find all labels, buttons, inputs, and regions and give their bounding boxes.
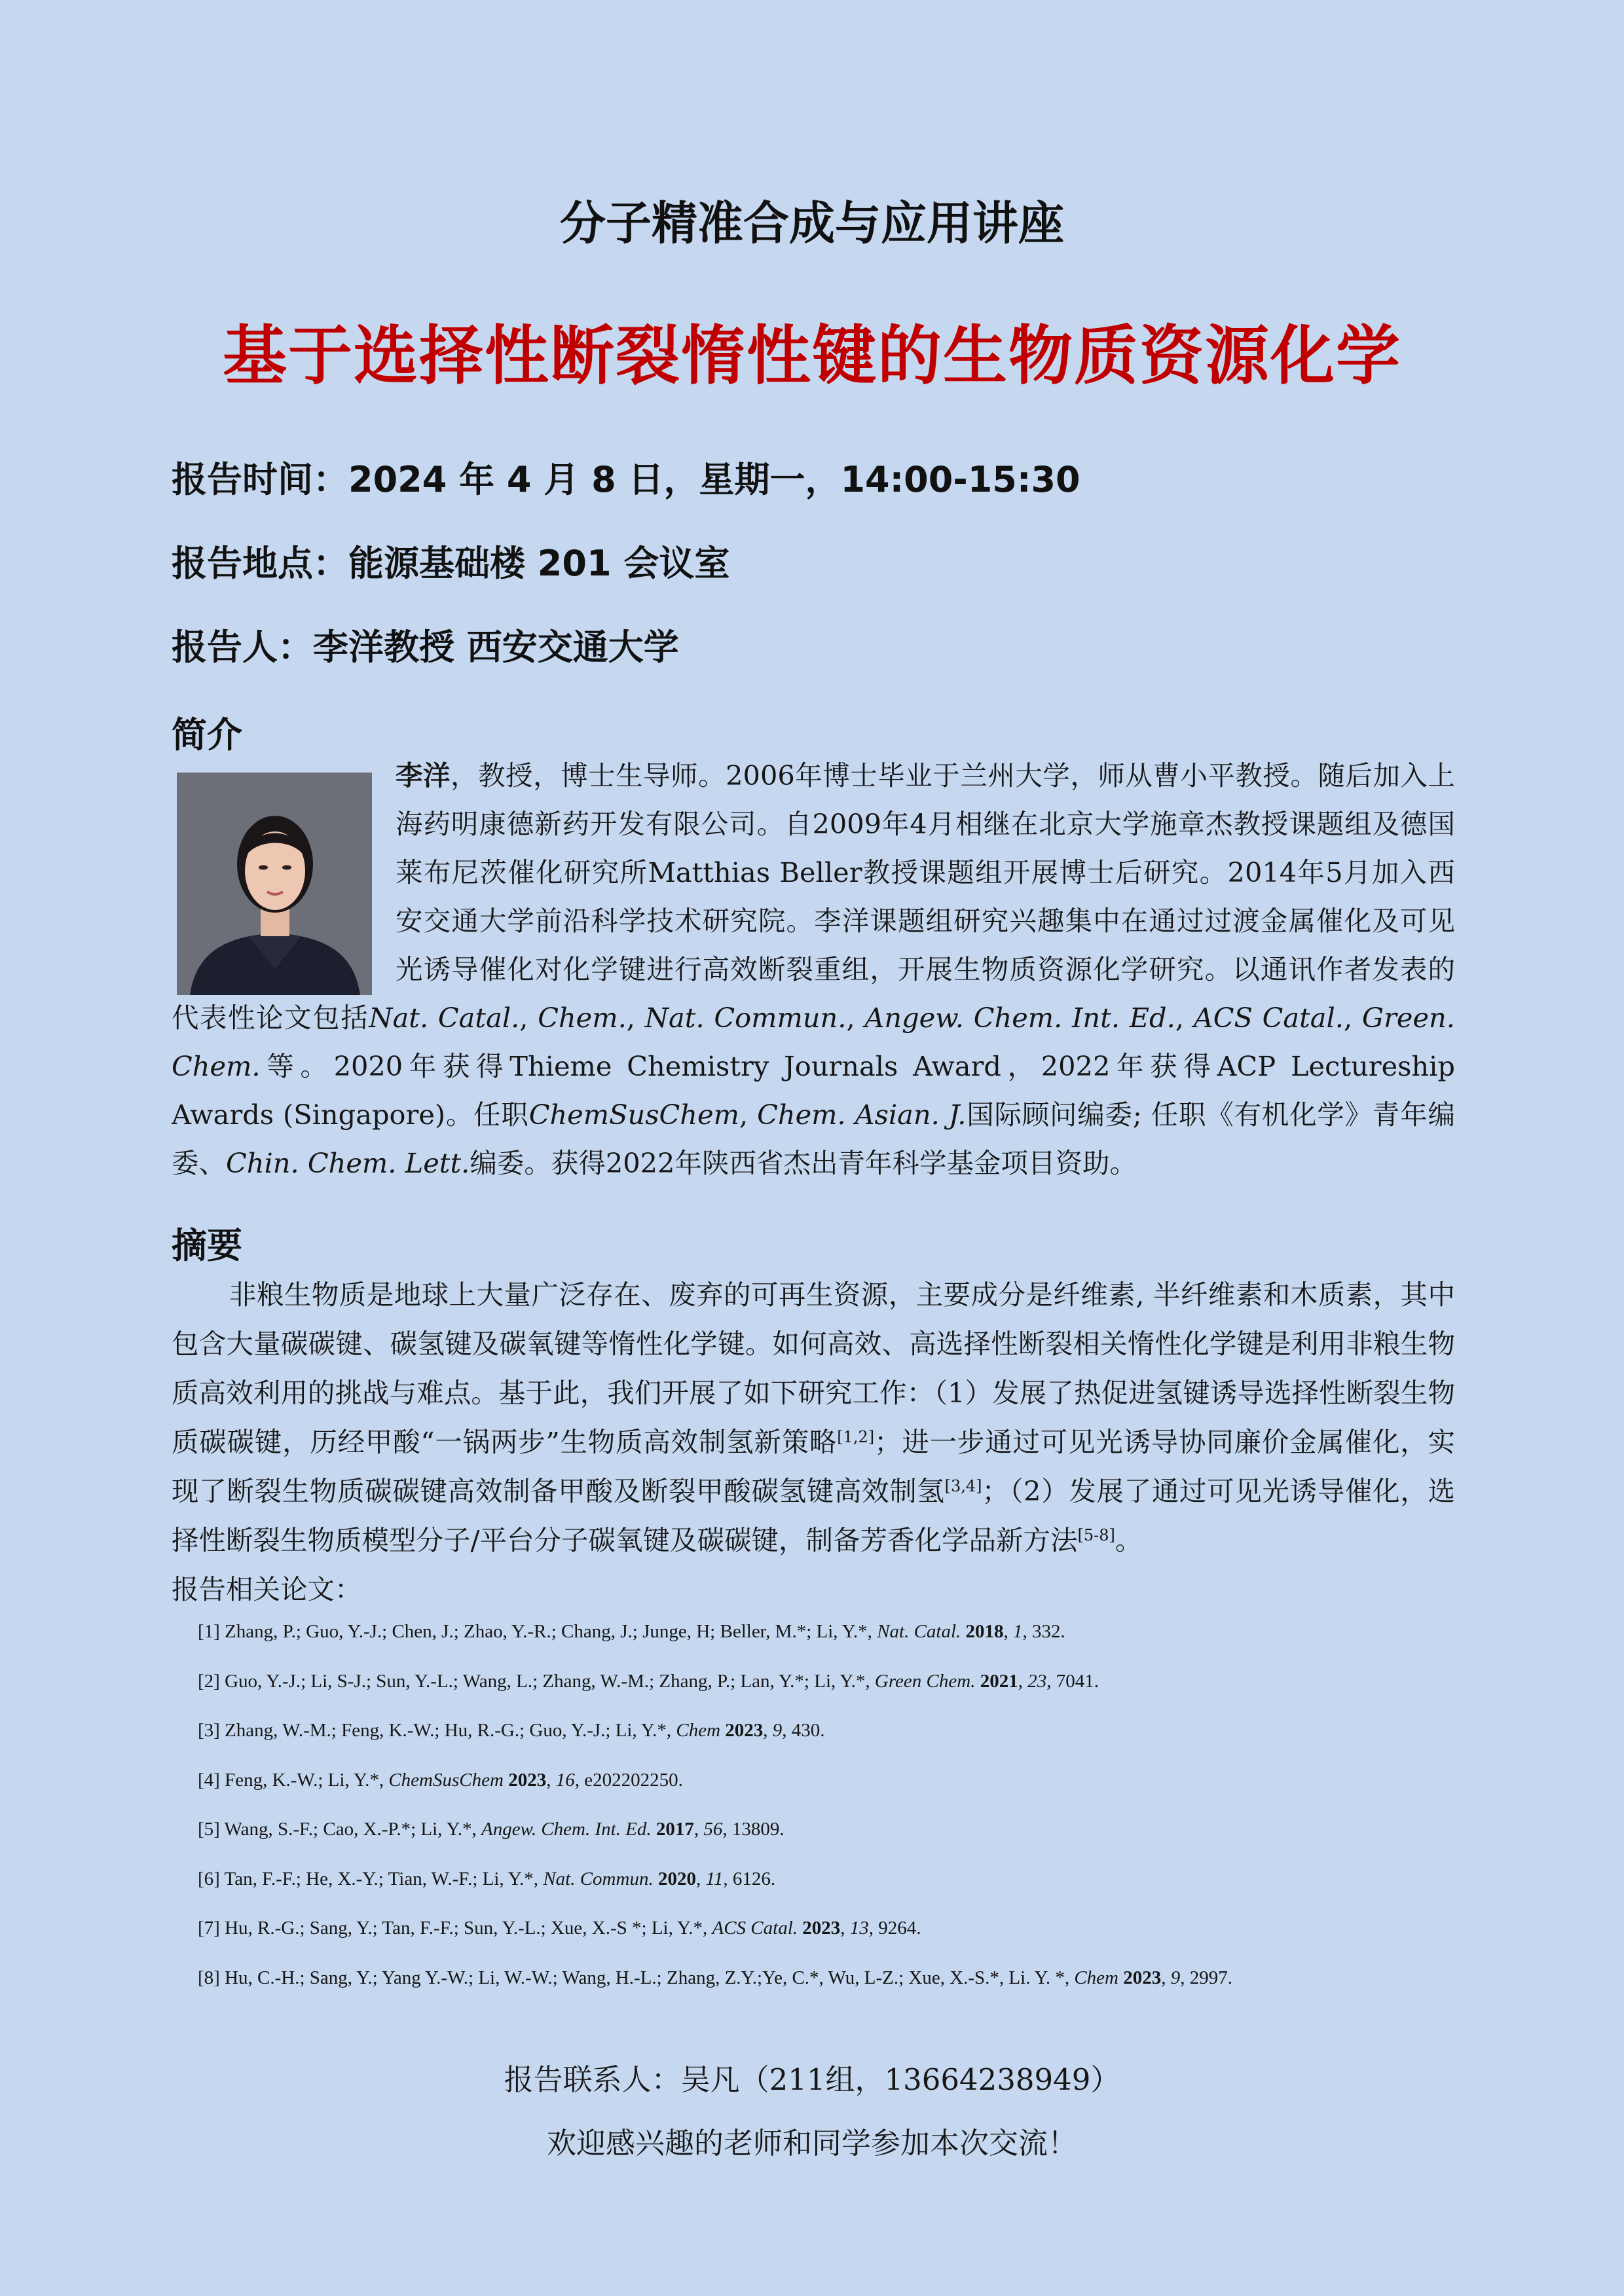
place-value: 能源基础楼 201 会议室: [348, 543, 730, 584]
bio-text-3: 国际顾问编委; 任职《有机化学》青年编委、: [172, 1099, 1455, 1179]
reference-item: [3] Zhang, W.-M.; Feng, K.-W.; Hu, R.-G.; Guo, Y.-J.; Li, Y.*, Chem 2023, 9, 430.: [198, 1720, 825, 1741]
abstract-text-3: ；（2）发展了通过可见光诱导催化，选择性断裂生物质模型分子/平台分子碳氧键及碳碳键，制备芳香化学品新方法: [172, 1475, 1455, 1556]
bio-text-4: 编委。获得2022年陕西省杰出青年科学基金项目资助。: [470, 1147, 1137, 1179]
bio-heading: 简介: [172, 714, 242, 756]
journal-chem-asian: Chem. Asian. J.: [757, 1099, 967, 1131]
journal-chin-chem-lett: Chin. Chem. Lett.: [226, 1147, 470, 1179]
abstract-text-1: 非粮生物质是地球上大量广泛存在、废弃的可再生资源，主要成分是纤维素, 半纤维素和木质素，其中包含大量碳碳键、碳氢键及碳氧键等惰性化学键。如何高效、高选择性断裂相关惰性化学键是利用非粮生物质高效利用的挑战与难点。基于此，我们开展了如下研究工作：（1）发展了热促进氢键诱导选择性断裂生物质碳碳键，历经甲酸“一锅两步”生物质高效制氢新策略: [172, 1279, 1455, 1458]
refs-label: 报告相关论文：: [172, 1573, 362, 1605]
citation-2: [3,4]: [944, 1477, 982, 1495]
welcome-line: 欢迎感兴趣的老师和同学参加本次交流！: [546, 2126, 1077, 2160]
journal-green-chem: Green. Chem.: [172, 1002, 1455, 1082]
time-row: [172, 452, 1080, 502]
journal-chemsuschem: ChemSusChem: [528, 1099, 739, 1131]
reference-item: [8] Hu, C.-H.; Sang, Y.; Yang Y.-W.; Li, W.-W.; Wang, H.-L.; Zhang, Z.Y.;Ye, C.*, Wu, L-Z.; Xue, X.-S.*, Li. Y. *, Chem 2023, 9, 2997.: [198, 1967, 1232, 1988]
reference-item: [7] Hu, R.-G.; Sang, Y.; Tan, F.-F.; Sun, Y.-L.; Xue, X.-S *; Li, Y.*, ACS Catal. 2023, 13, 9264.: [198, 1918, 921, 1939]
citation-3: [5-8]: [1077, 1526, 1115, 1544]
reference-item: [2] Guo, Y.-J.; Li, S-J.; Sun, Y.-L.; Wang, L.; Zhang, W.-M.; Zhang, P.; Lan, Y.*; Li, Y.*, Green Chem. 2021, 23, 7041.: [198, 1670, 1099, 1692]
reference-item: [4] Feng, K.-W.; Li, Y.*, ChemSusChem 2023, 16, e202202250.: [198, 1769, 683, 1791]
journal-nat-commun: Nat. Commun.: [644, 1002, 847, 1034]
abstract-heading: 摘要: [172, 1225, 242, 1266]
bio-text: 李洋，教授，博士生导师。2006年博士毕业于兰州大学，师从曹小平教授。随后加入上海药明康德新药开发有限公司。自2009年4月相继在北京大学施章杰教授课题组及德国莱布尼茨催化研究所Matthias Beller教授课题组开展博士后研究。2014年5月加入西安交通大学前沿科学技术研究院。李洋课题组研究兴趣集中在通过过渡金属催化及可见光诱导催化对化学键进行高效断裂重组，开展生物质资源化学研究。以通讯作者发表的代表性论文包括Nat. Catal., Chem., Nat. Commun., Angew. Chem. Int. Ed., ACS Catal., Green. Chem.等。2020年获得Thieme Chemistry Journals Award，2022年获得ACP Lectureship Awards (Singapore)。任职ChemSusChem, Chem. Asian. J.国际顾问编委; 任职《有机化学》青年编委、Chin. Chem. Lett.编委。获得2022年陕西省杰出青年科学基金项目资助。: [172, 759, 1455, 1179]
abstract-text: 非粮生物质是地球上大量广泛存在、废弃的可再生资源，主要成分是纤维素, 半纤维素和木质素，其中包含大量碳碳键、碳氢键及碳氧键等惰性化学键。如何高效、高选择性断裂相关惰性化学键是利用非粮生物质高效利用的挑战与难点。基于此，我们开展了如下研究工作：（1）发展了热促进氢键诱导选择性断裂生物质碳碳键，历经甲酸“一锅两步”生物质高效制氢新策略[1,2]；进一步通过可见光诱导协同廉价金属催化，实现了断裂生物质碳碳键高效制备甲酸及断裂甲酸碳氢键高效制氢[3,4]；（2）发展了通过可见光诱导催化，选择性断裂生物质模型分子/平台分子碳氧键及碳碳键，制备芳香化学品新方法[5-8]。 报告相关论文：: [172, 1270, 1455, 1614]
bio-text-2: 等。2020年获得Thieme Chemistry Journals Award，2022年获得ACP Lectureship Awards (Singapore)。任职: [172, 1050, 1455, 1131]
speaker-row: [172, 619, 679, 670]
speaker-value: 李洋教授 西安交通大学: [313, 627, 679, 668]
reference-item: [6] Tan, F.-F.; He, X.-Y.; Tian, W.-F.; Li, Y.*, Nat. Commun. 2020, 11, 6126.: [198, 1868, 776, 1889]
journal-acs-catal: ACS Catal.: [1193, 1002, 1344, 1034]
main-title: 基于选择性断裂惰性键的生物质资源化学: [222, 319, 1401, 393]
speaker-name: 李洋: [396, 759, 451, 792]
time-value: 2024 年 4 月 8 日，星期一，14:00-15:30: [348, 459, 1080, 500]
place-label: 报告地点：: [172, 543, 348, 584]
abstract-text-2: ；进一步通过可见光诱导协同廉价金属催化，实现了断裂生物质碳碳键高效制备甲酸及断裂甲酸碳氢键高效制氢: [172, 1426, 1455, 1507]
time-label: 报告时间：: [172, 459, 348, 500]
series-title: 分子精准合成与应用讲座: [560, 196, 1064, 250]
journal-chem: Chem.: [538, 1002, 627, 1034]
journal-nat-catal: Nat. Catal.: [369, 1002, 520, 1034]
reference-list: [198, 1621, 1442, 2016]
bio-text-1: ，教授，博士生导师。2006年博士毕业于兰州大学，师从曹小平教授。随后加入上海药明康德新药开发有限公司。自2009年4月相继在北京大学施章杰教授课题组及德国莱布尼茨催化研究所Matthias Beller教授课题组开展博士后研究。2014年5月加入西安交通大学前沿科学技术研究院。李洋课题组研究兴趣集中在通过过渡金属催化及可见光诱导催化对化学键进行高效断裂重组，开展生物质资源化学研究。以通讯作者发表的代表性论文包括: [172, 759, 1455, 1034]
reference-item: [1] Zhang, P.; Guo, Y.-J.; Chen, J.; Zhao, Y.-R.; Chang, J.; Junge, H; Beller, M.*; Li, Y.*, Nat. Catal. 2018, 1, 332.: [198, 1621, 1065, 1642]
speaker-label: 报告人：: [172, 627, 313, 668]
reference-item: [5] Wang, S.-F.; Cao, X.-P.*; Li, Y.*, Angew. Chem. Int. Ed. 2017, 56, 13809.: [198, 1819, 784, 1840]
citation-1: [1,2]: [837, 1428, 875, 1446]
journal-angew: Angew. Chem. Int. Ed.: [864, 1002, 1175, 1034]
place-row: [172, 536, 729, 586]
contact-line: 报告联系人：吴凡（211组，13664238949）: [504, 2062, 1120, 2097]
